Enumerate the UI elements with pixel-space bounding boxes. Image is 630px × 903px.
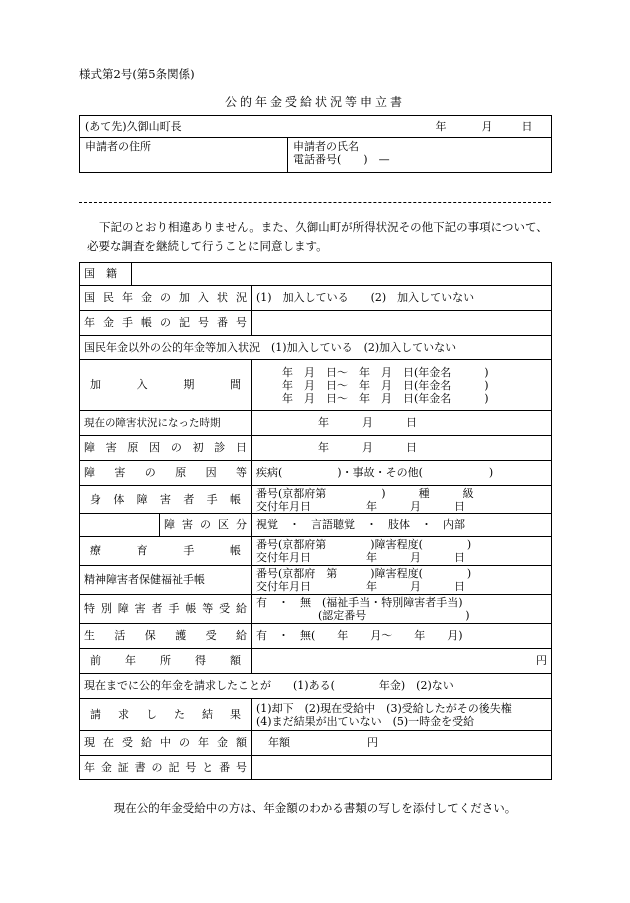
enroll-period-label: 加入期間	[80, 360, 252, 411]
disability-class-field[interactable]	[252, 514, 552, 537]
date-year: 年	[435, 119, 447, 133]
claimed-row[interactable]	[80, 674, 552, 699]
enroll-period-field[interactable]	[252, 360, 552, 411]
footer-note: 現在公的年金受給中の方は、年金額のわかる書類の写しを添付してください。	[113, 801, 517, 815]
special-handbook-field[interactable]	[252, 595, 552, 624]
claimed-text: 現在までに公的年金を請求したことが (1)ある( 年金) (2)ない	[84, 679, 454, 692]
consent-line-1: 下記のとおり相違ありません。また、久御山町が所得状況その他下記の事項について、	[99, 220, 548, 234]
rehab-handbook-label: 療育手帳	[80, 537, 252, 566]
applicant-table	[79, 115, 552, 173]
mental-handbook-field[interactable]	[252, 566, 552, 595]
mental-number: 番号(京都府 第 )障害程度( )	[256, 567, 472, 580]
annual-amount-text: 年額 円	[268, 736, 378, 749]
cause-options: 疾病( )・事故・その他( )	[256, 466, 494, 479]
mental-issue-date: 交付年月日 年 月 日	[256, 580, 465, 593]
welfare-options: 有 ・ 無( 年 月～ 年 月)	[256, 629, 463, 642]
rehab-handbook-field[interactable]	[252, 537, 552, 566]
enroll-period-line: 年 月 日～ 年 月 日(年金名 )	[282, 391, 489, 405]
disability-class-options: 視覚 ・ 言語聴覚 ・ 肢体 ・ 内部	[256, 518, 465, 531]
physical-handbook-field[interactable]	[252, 486, 552, 514]
applicant-name-field[interactable]	[288, 138, 552, 173]
mental-handbook-label: 精神障害者保健福祉手帳	[80, 566, 252, 595]
certification-number: (認定番号 )	[318, 609, 470, 622]
date-month: 月	[481, 119, 493, 133]
pension-cert-label: 年金証書の記号と番号	[80, 756, 252, 780]
page-title: 公的年金受給状況等申立書	[224, 95, 405, 109]
enroll-period-line: 年 月 日～ 年 月 日(年金名 )	[282, 378, 489, 392]
claim-result-options: (4)まだ結果が出ていない (5)一時金を受給	[256, 714, 475, 728]
form-number: 様式第2号(第5条関係)	[79, 67, 195, 81]
physical-number: 番号(京都府第 ) 種 級	[256, 486, 474, 500]
special-handbook-label: 特別障害者手帳等受給	[80, 595, 252, 624]
rehab-number: 番号(京都府第 )障害程度( )	[256, 538, 472, 551]
disability-start-label: 現在の障害状況になった時期	[80, 411, 252, 436]
national-pension-label: 国民年金の加入状況	[80, 286, 252, 311]
cause-label: 障害の原因等	[80, 461, 252, 486]
welfare-field[interactable]	[252, 624, 552, 649]
applicant-address-field[interactable]	[80, 138, 288, 173]
nationality-label: 国 籍	[80, 263, 132, 286]
pension-book-label: 年金手帳の記号番号	[80, 311, 252, 336]
application-date[interactable]	[436, 120, 547, 134]
physical-handbook-label: 身体障害者手帳	[80, 486, 252, 514]
phone-label: 電話番号( ) —	[293, 153, 390, 166]
other-pension-row[interactable]	[80, 336, 552, 360]
disability-start-value: 年 月 日	[318, 416, 417, 429]
disability-class-label: 障害の区分	[160, 514, 252, 537]
first-visit-label: 障害原因の初診日	[80, 436, 252, 461]
disability-start-field[interactable]	[252, 411, 552, 436]
enroll-period-line: 年 月 日～ 年 月 日(年金名 )	[282, 365, 489, 379]
consent-line-2: 必要な調査を継続して行うことに同意します。	[87, 239, 328, 253]
income-label: 前年所得額	[80, 649, 252, 674]
status-table	[79, 262, 552, 780]
cut-line	[79, 202, 551, 203]
first-visit-field[interactable]	[252, 436, 552, 461]
nationality-field[interactable]	[132, 263, 552, 286]
name-label: 申請者の氏名	[293, 140, 359, 153]
addressee-row	[80, 116, 552, 138]
physical-issue-date: 交付年月日 年 月 日	[256, 499, 465, 513]
claim-result-label: 請求した結果	[80, 699, 252, 731]
other-pension-text: 国民年金以外の公的年金等加入状況 (1)加入している (2)加入していない	[84, 340, 457, 354]
cause-field[interactable]	[252, 461, 552, 486]
addressee: (あて先)久御山町長	[85, 119, 182, 133]
rehab-issue-date: 交付年月日 年 月 日	[256, 551, 465, 564]
first-visit-value: 年 月 日	[318, 441, 417, 454]
income-field[interactable]	[252, 649, 552, 674]
annual-amount-field[interactable]	[252, 731, 552, 756]
consent-statement	[79, 218, 555, 256]
date-day: 日	[521, 119, 533, 133]
special-options: 有 ・ 無 (福祉手当・特別障害者手当)	[256, 596, 463, 609]
income-unit: 円	[536, 654, 547, 667]
national-pension-field[interactable]	[252, 286, 552, 311]
address-label: 申請者の住所	[85, 140, 151, 153]
national-pension-options: (1) 加入している (2) 加入していない	[256, 291, 475, 304]
claim-result-options: (1)却下 (2)現在受給中 (3)受給したがその後失権	[256, 701, 512, 715]
welfare-label: 生活保護受給	[80, 624, 252, 649]
annual-amount-label: 現在受給中の年金額	[80, 731, 252, 756]
blank-cell	[80, 514, 160, 537]
pension-book-field[interactable]	[252, 311, 552, 336]
claim-result-field[interactable]	[252, 699, 552, 731]
pension-cert-field[interactable]	[252, 756, 552, 780]
